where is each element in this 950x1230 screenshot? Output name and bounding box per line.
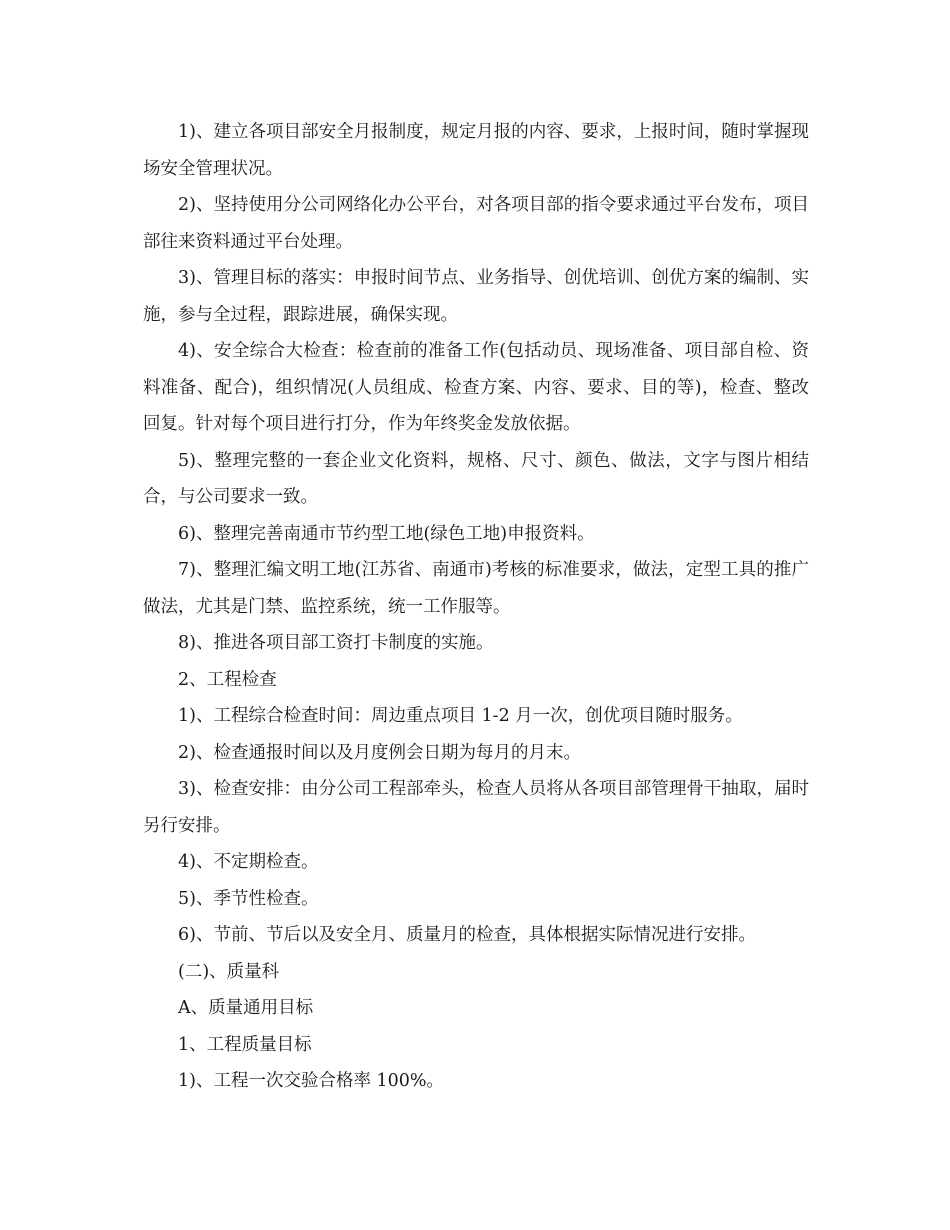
section-heading-inspection: 2、工程检查 [178,669,277,690]
paragraph-2: 2)、坚持使用分公司网络化办公平台，对各项目部的指令要求通过平台发布，项目部往来资料通过平台处理。 [143,195,809,252]
paragraph-9: 1)、工程综合检查时间：周边重点项目 1-2 月一次，创优项目随时服务。 [178,706,743,726]
paragraph-15: 1)、工程一次交验合格率 100%。 [178,1071,445,1091]
paragraph-10: 2)、检查通报时间以及月度例会日期为每月的月末。 [178,742,581,763]
paragraph-6: 6)、整理完善南通市节约型工地(绿色工地)申报资料。 [178,523,595,544]
document-body [143,114,809,1100]
paragraph-5: 5)、整理完整的一套企业文化资料，规格、尺寸、颜色、做法，文字与图片相结合，与公司要求一致。 [143,450,809,507]
paragraph-1: 1)、建立各项目部安全月报制度，规定月报的内容、要求，上报时间，随时掌握现场安全管理状况。 [143,122,809,179]
paragraph-14: 6)、节前、节后以及安全月、质量月的检查，具体根据实际情况进行安排。 [178,925,756,945]
paragraph-12: 4)、不定期检查。 [178,852,319,872]
paragraph-4: 4)、安全综合大检查：检查前的准备工作(包括动员、现场准备、项目部自检、资料准备、配合)，组织情况(人员组成、检查方案、内容、要求、目的等)，检查、整改回复。针对每个项目进行打分，作为年终奖金发放依据。 [143,341,809,434]
paragraph-8: 8)、推进各项目部工资打卡制度的实施。 [178,633,494,653]
paragraph-3: 3)、管理目标的落实：申报时间节点、业务指导、创优培训、创优方案的编制、实施，参与全过程，跟踪进展，确保实现。 [143,268,809,325]
paragraph-13: 5)、季节性检查。 [178,888,319,909]
section-heading-quality: (二)、质量科 [178,961,280,982]
subsection-heading-quality-goals: A、质量通用目标 [178,998,314,1018]
paragraph-7: 7)、整理汇编文明工地(江苏省、南通市)考核的标准要求，做法，定型工具的推广做法，尤其是门禁、监控系统，统一工作服等。 [143,560,809,617]
subsection-heading-engineering-quality: 1、工程质量目标 [178,1034,312,1055]
paragraph-11: 3)、检查安排：由分公司工程部牵头，检查人员将从各项目部管理骨干抽取，届时另行安排。 [143,779,809,836]
